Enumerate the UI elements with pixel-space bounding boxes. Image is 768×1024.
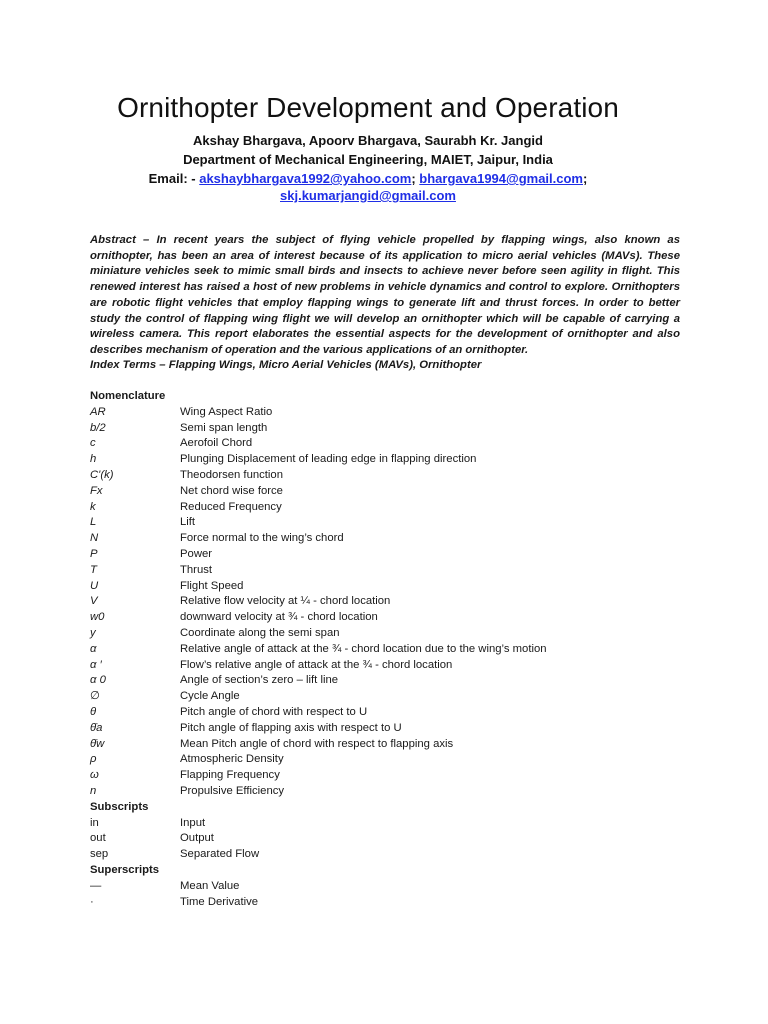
nomenclature-symbol: Fx — [90, 484, 103, 497]
nomenclature-symbol: y — [90, 626, 96, 639]
nomenclature-row — [90, 484, 690, 500]
nomenclature-row — [90, 784, 690, 800]
nomenclature-row — [90, 515, 690, 531]
nomenclature-description: Flight Speed — [180, 579, 244, 592]
paper-title: Ornithopter Development and Operation — [117, 92, 619, 123]
superscript-symbol: — — [90, 879, 102, 892]
nomenclature-description: Theodorsen function — [180, 468, 283, 481]
email-separator: ; — [583, 171, 588, 186]
nomenclature-description: Semi span length — [180, 421, 268, 434]
nomenclature-description: Relative flow velocity at ¼ - chord location — [180, 595, 391, 608]
nomenclature-row — [90, 658, 690, 674]
nomenclature-symbol: α — [90, 642, 97, 655]
abstract: Abstract – In recent years the subject of flying vehicle propelled by flapping wings, also known as ornithopter, has been an area of interest because of its application to micro aerial vehicles (MAVs). These miniature vehicles seek to mimic small birds and insects to achieve never before seen agility in flight. This renewed interest has raised a host of new problems in vehicle dynamics and control to explore. Ornithopters are robotic flight vehicles that employ flapping wings to generate lift and thrust forces. In order to better study the control of flapping wing flight we will develop an ornithopter which will be capable of carrying a wireless camera. This report elaborates the essential aspects for the development of ornithopter and also describes mechanism of operation and the various applications of an ornithopter. — [90, 234, 680, 356]
nomenclature-description: Lift — [180, 516, 196, 529]
email-line — [0, 171, 736, 186]
nomenclature-symbol: V — [90, 595, 98, 608]
nomenclature-row — [90, 737, 690, 753]
subscript-description: Input — [180, 816, 206, 829]
nomenclature-description: Flapping Frequency — [180, 769, 280, 782]
nomenclature-symbol: ∅ — [90, 690, 100, 703]
nomenclature-row — [90, 405, 690, 421]
subscript-row — [90, 847, 690, 863]
index-terms: Index Terms – Flapping Wings, Micro Aerial Vehicles (MAVs), Ornithopter — [90, 359, 482, 371]
nomenclature-row — [90, 563, 690, 579]
nomenclature-symbol: c — [90, 437, 96, 450]
nomenclature-symbol: h — [90, 453, 97, 466]
author-affiliation: Department of Mechanical Engineering, MAIET, Jaipur, India — [183, 152, 553, 167]
nomenclature-symbol: k — [90, 500, 96, 513]
subscript-row — [90, 816, 690, 832]
nomenclature-row — [90, 547, 690, 563]
subscript-row — [90, 831, 690, 847]
superscript-description: Mean Value — [180, 879, 240, 892]
nomenclature-symbol: b/2 — [90, 421, 106, 434]
subscripts-heading: Subscripts — [90, 800, 149, 813]
nomenclature-symbol: T — [90, 563, 97, 576]
nomenclature-symbol: θ̄w — [90, 737, 105, 750]
nomenclature-symbol: w0 — [90, 611, 105, 624]
nomenclature-symbol: ρ — [90, 753, 97, 766]
nomenclature-heading: Nomenclature — [90, 390, 166, 402]
nomenclature-description: Plunging Displacement of leading edge in flapping direction — [180, 453, 477, 466]
nomenclature-row — [90, 705, 690, 721]
superscript-row — [90, 895, 690, 911]
nomenclature-symbol: α ′ — [90, 658, 102, 671]
email-link-2[interactable]: bhargava1994@gmail.com — [419, 171, 583, 186]
subscript-symbol: in — [90, 816, 99, 829]
nomenclature-row — [90, 689, 690, 705]
nomenclature-row — [90, 594, 690, 610]
subscript-description: Separated Flow — [180, 848, 260, 861]
email-separator: ; — [411, 171, 420, 186]
nomenclature-row — [90, 421, 690, 437]
nomenclature-section — [90, 389, 690, 910]
subscript-description: Output — [180, 832, 214, 845]
nomenclature-description: Coordinate along the semi span — [180, 626, 340, 639]
nomenclature-symbol: AR — [90, 405, 106, 418]
nomenclature-description: Wing Aspect Ratio — [180, 405, 273, 418]
nomenclature-row — [90, 642, 690, 658]
email-line-2 — [0, 188, 736, 203]
nomenclature-row — [90, 673, 690, 689]
nomenclature-symbol: θ — [90, 705, 97, 718]
nomenclature-row — [90, 610, 690, 626]
nomenclature-description: downward velocity at ¾ - chord location — [180, 611, 378, 624]
nomenclature-symbol: ω — [90, 769, 99, 782]
nomenclature-row — [90, 436, 690, 452]
superscript-symbol: · — [90, 895, 94, 908]
nomenclature-description: Net chord wise force — [180, 484, 283, 497]
email-link-1[interactable]: akshaybhargava1992@yahoo.com — [199, 171, 412, 186]
nomenclature-description: Atmospheric Density — [180, 753, 284, 766]
nomenclature-symbol: L — [90, 516, 97, 529]
superscript-row — [90, 879, 690, 895]
subscript-symbol: sep — [90, 848, 109, 861]
nomenclature-row — [90, 721, 690, 737]
nomenclature-row — [90, 752, 690, 768]
nomenclature-symbol: α 0 — [90, 674, 106, 687]
nomenclature-description: Thrust — [180, 563, 213, 576]
nomenclature-symbol: θ̄a — [90, 721, 103, 734]
email-link-3[interactable]: skj.kumarjangid@gmail.com — [280, 188, 456, 203]
nomenclature-symbol: N — [90, 532, 99, 545]
nomenclature-row — [90, 768, 690, 784]
nomenclature-row — [90, 531, 690, 547]
nomenclature-description: Pitch angle of flapping axis with respect to U — [180, 721, 402, 734]
nomenclature-description: Angle of section’s zero – lift line — [180, 674, 339, 687]
subscript-symbol: out — [90, 832, 106, 845]
nomenclature-row — [90, 468, 690, 484]
nomenclature-description: Relative angle of attack at the ¾ - chord location due to the wing’s motion — [180, 642, 547, 655]
nomenclature-symbol: n — [90, 784, 97, 797]
superscripts-heading: Superscripts — [90, 863, 160, 876]
nomenclature-description: Aerofoil Chord — [180, 437, 253, 450]
nomenclature-description: Reduced Frequency — [180, 500, 282, 513]
nomenclature-description: Flow’s relative angle of attack at the ¾ - chord location — [180, 658, 453, 671]
nomenclature-description: Propulsive Efficiency — [180, 784, 285, 797]
author-list: Akshay Bhargava, Apoorv Bhargava, Saurabh Kr. Jangid — [193, 133, 543, 148]
nomenclature-description: Pitch angle of chord with respect to U — [180, 705, 368, 718]
nomenclature-symbol: U — [90, 579, 99, 592]
nomenclature-row — [90, 626, 690, 642]
nomenclature-row — [90, 579, 690, 595]
superscript-description: Time Derivative — [180, 895, 259, 908]
nomenclature-description: Force normal to the wing’s chord — [180, 532, 344, 545]
nomenclature-symbol: P — [90, 547, 98, 560]
nomenclature-row — [90, 500, 690, 516]
email-label: Email: - — [148, 171, 200, 186]
nomenclature-row — [90, 452, 690, 468]
nomenclature-description: Power — [180, 547, 213, 560]
nomenclature-description: Cycle Angle — [180, 690, 240, 703]
nomenclature-symbol: C'(k) — [90, 468, 114, 481]
nomenclature-description: Mean Pitch angle of chord with respect to flapping axis — [180, 737, 454, 750]
